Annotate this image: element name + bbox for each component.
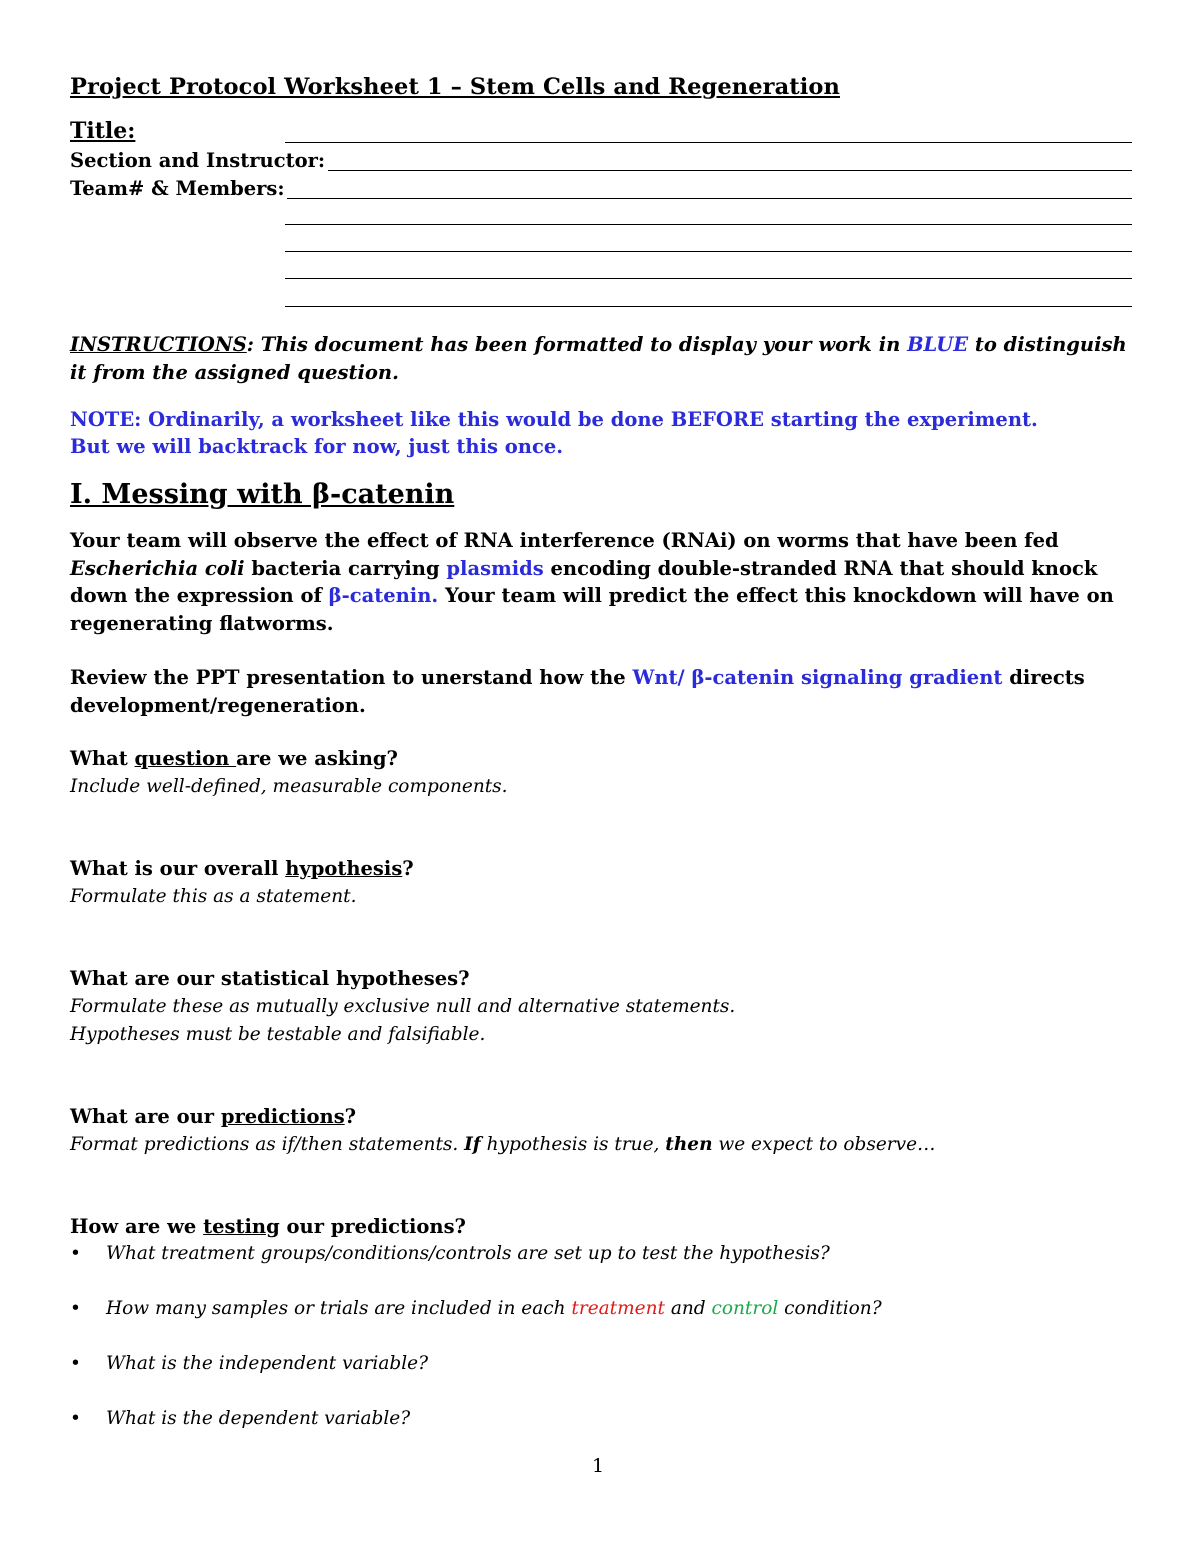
species-name: Escherichia coli: [70, 556, 245, 580]
q5-text-a: How are we: [70, 1215, 204, 1238]
instructions-text: : This document has been formatted to display your work in: [246, 333, 908, 356]
title-field-line[interactable]: [285, 142, 1132, 143]
bullet-item-independent-variable: [70, 1353, 428, 1374]
intro-text-b: bacteria carrying: [244, 556, 447, 580]
q4-text-a: What are our: [70, 1105, 221, 1128]
statistical-hypotheses-heading: What are our statistical hypotheses?: [70, 967, 470, 990]
review-text-a: Review the PPT presentation to unerstand how the: [70, 666, 633, 689]
title-label: Title:: [70, 118, 136, 144]
q4-underlined: predictions: [220, 1105, 345, 1128]
hypothesis-heading: [70, 857, 414, 880]
section-instructor-field-line[interactable]: [328, 170, 1132, 171]
q1-text-a: What: [70, 747, 135, 770]
h4-then: then: [665, 1134, 713, 1155]
bullet-text-a: How many samples or trials are included in each: [106, 1298, 572, 1319]
question-heading: [70, 747, 398, 770]
plasmids-term: plasmids: [446, 556, 544, 580]
review-paragraph: [70, 664, 1132, 719]
bullet-dot: •: [70, 1298, 81, 1319]
section-instructor-label: Section and Instructor:: [70, 149, 326, 172]
h4-if: If: [464, 1134, 481, 1155]
question-hint: Include well-defined, measurable components.: [70, 776, 508, 797]
bullet-text: What is the independent variable?: [106, 1353, 428, 1374]
team-members-field-line-2[interactable]: [285, 224, 1132, 225]
q5-text-b: our predictions?: [279, 1215, 466, 1238]
intro-text-d: Your team will predict the effect this knockdown will have on regenerating flatworms.: [70, 584, 1114, 635]
statistical-hint-2: Hypotheses must be testable and falsifiable.: [70, 1024, 486, 1045]
catenin-term: β-catenin.: [328, 584, 439, 607]
document-title: Project Protocol Worksheet 1 – Stem Cells and Regeneration: [70, 74, 840, 100]
treatment-word: treatment: [571, 1298, 665, 1319]
intro-paragraph: [70, 527, 1132, 637]
testing-heading: [70, 1215, 466, 1238]
q1-text-b: are we asking?: [236, 747, 398, 770]
note-block: [70, 406, 1038, 460]
bullet-text: What treatment groups/conditions/controls are set up to test the hypothesis?: [106, 1243, 830, 1264]
instructions-blue-word: BLUE: [907, 333, 969, 356]
section-heading: I. Messing with β-catenin: [70, 479, 455, 510]
instructions-rest: to distinguish it from the assigned question.: [70, 333, 1127, 384]
bullet-text-b: condition?: [778, 1298, 882, 1319]
q4-text-b: ?: [344, 1105, 357, 1128]
h4-text-c: we expect to observe…: [712, 1134, 936, 1155]
bullet-text: What is the dependent variable?: [106, 1408, 411, 1429]
predictions-heading: [70, 1105, 356, 1128]
bullet-dot: •: [70, 1408, 81, 1429]
team-members-field-line-3[interactable]: [285, 251, 1132, 252]
q2-text-a: What is our overall: [70, 857, 286, 880]
q1-underlined: question: [134, 747, 237, 770]
q2-underlined: hypothesis: [285, 857, 403, 880]
bullet-item-treatment-groups: [70, 1243, 830, 1264]
q2-text-b: ?: [402, 857, 414, 880]
review-text-b: directs development/regeneration.: [70, 666, 1085, 717]
h4-text-a: Format predictions as if/then statements.: [70, 1134, 465, 1155]
h4-text-b: hypothesis is true,: [480, 1134, 666, 1155]
intro-text-a: Your team will observe the effect of RNA interference (RNAi) on worms that have been fed: [70, 529, 1059, 552]
team-members-label: Team# & Members:: [70, 177, 285, 200]
wnt-gradient-term: Wnt/ β-catenin signaling gradient: [632, 666, 1003, 689]
bullet-dot: •: [70, 1353, 81, 1374]
q5-underlined: testing: [203, 1215, 280, 1238]
control-word: control: [711, 1298, 779, 1319]
team-members-field-line-4[interactable]: [285, 278, 1132, 279]
instructions-paragraph: [70, 331, 1132, 387]
bullet-item-samples: [70, 1298, 882, 1319]
note-line-2: But we will backtrack for now, just this once.: [70, 435, 564, 458]
instructions-lead: INSTRUCTIONS: [70, 333, 247, 356]
predictions-hint: [70, 1131, 936, 1159]
note-line-1: NOTE: Ordinarily, a worksheet like this would be done BEFORE starting the experiment.: [70, 408, 1038, 431]
statistical-hint-1: Formulate these as mutually exclusive null and alternative statements.: [70, 996, 736, 1017]
bullet-text-and: and: [664, 1298, 712, 1319]
bullet-dot: •: [70, 1243, 81, 1264]
team-members-field-line-5[interactable]: [285, 306, 1132, 307]
intro-text-c: encoding double-stranded RNA that should knock down the expression of: [70, 556, 1098, 607]
team-members-field-line-1[interactable]: [287, 198, 1132, 199]
bullet-item-dependent-variable: [70, 1408, 410, 1429]
hypothesis-hint: Formulate this as a statement.: [70, 886, 357, 907]
page-number: 1: [592, 1455, 605, 1477]
